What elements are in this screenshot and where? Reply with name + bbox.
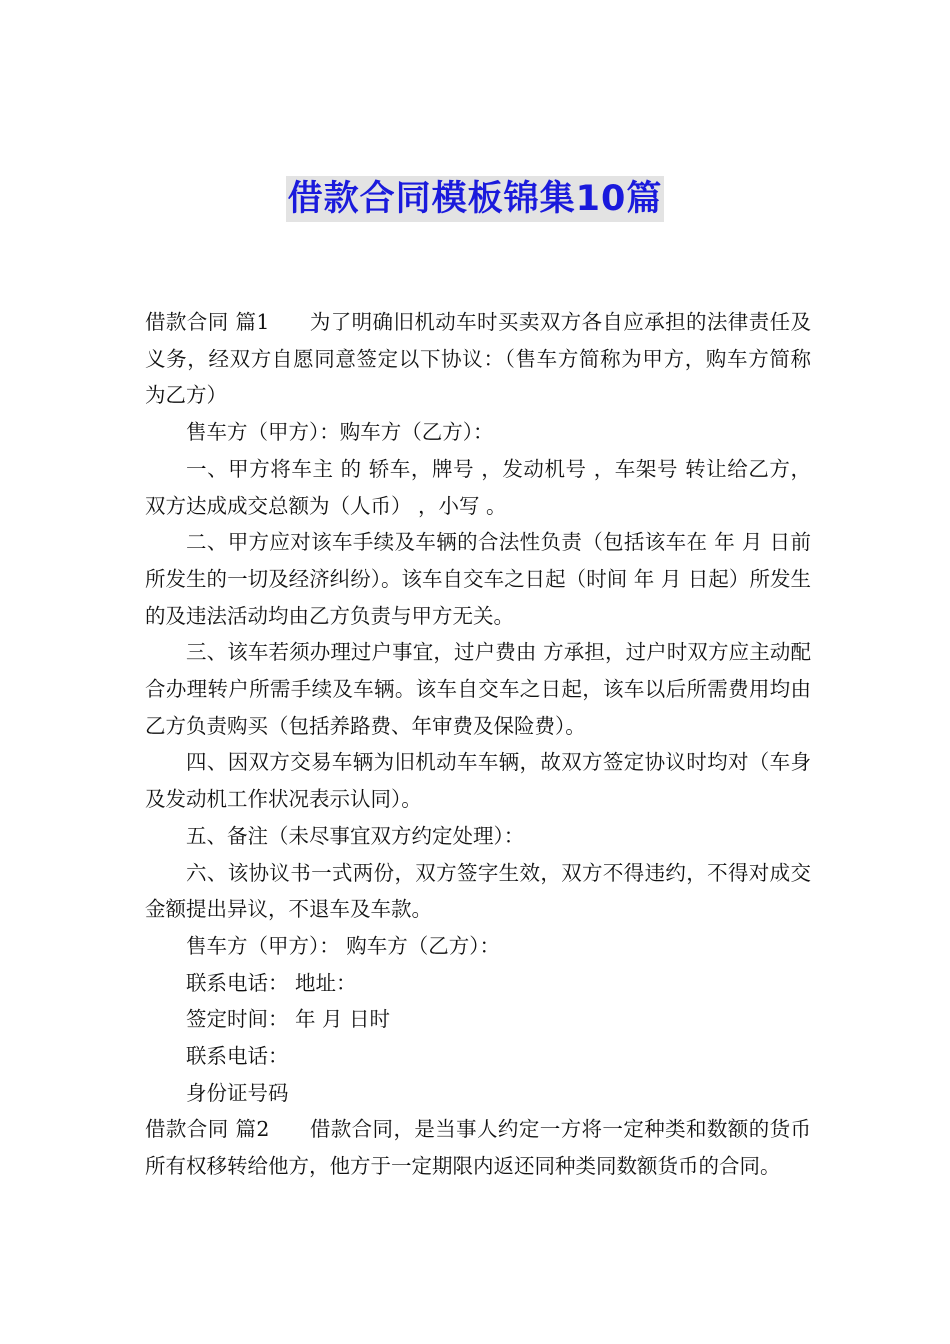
section1-intro: 为了明确旧机动车时买卖双方各自应承担的法律责任及义务，经双方自愿同意签定以下协议：（售车方简称为甲方，购车方简称为乙方） [145,310,812,408]
document-title: 借款合同模板锦集10篇 [286,176,665,222]
clause-3: 三、该车若须办理过户事宜，过户费由 方承担，过户时双方应主动配合办理转户所需手续及车辆。该车自交车之日起，该车以后所需费用均由乙方负责购买（包括养路费、年审费及保险费）。 [145,640,811,738]
section2-intro: 借款合同，是当事人约定一方将一定种类和数额的货币所有权移转给他方，他方于一定期限内返还同种类同数额货币的合同。 [145,1117,812,1179]
document-body [145,304,811,1185]
section2-heading: 借款合同 篇2 [145,1117,270,1142]
clause-5: 五、备注（未尽事宜双方约定处理）： [186,823,525,848]
section2-intro-paragraph [145,1111,811,1184]
section1-intro-paragraph [145,304,811,414]
phone-line: 联系电话： [186,1044,289,1069]
clause-6: 六、该协议书一式两份，双方签字生效，双方不得违约，不得对成交金额提出异议，不退车及车款。 [145,860,811,922]
sign-parties-line: 售车方（甲方）： 购车方（乙方）： [186,933,501,958]
id-number-line: 身份证号码 [186,1080,289,1105]
section1-heading: 借款合同 篇1 [145,310,270,334]
phone-address-line: 联系电话： 地址： [186,970,357,995]
sign-time-line: 签定时间： 年 月 日时 [186,1007,391,1032]
parties-line: 售车方（甲方）：购车方（乙方）： [186,420,494,445]
clause-2: 二、甲方应对该车手续及车辆的合法性负责（包括该车在 年 月 日前所发生的一切及经济纠纷）。该车自交车之日起（时间 年 月 日起）所发生的及违法活动均由乙方负责与甲方无关。 [145,530,811,628]
clause-4: 四、因双方交易车辆为旧机动车车辆，故双方签定协议时均对（车身及发动机工作状况表示认同）。 [145,750,811,812]
clause-1: 一、甲方将车主 的 轿车，牌号 ，发动机号 ，车架号 转让给乙方，双方达成成交总额为（人币） ，小写 。 [145,456,811,518]
title-wrap [0,176,950,222]
